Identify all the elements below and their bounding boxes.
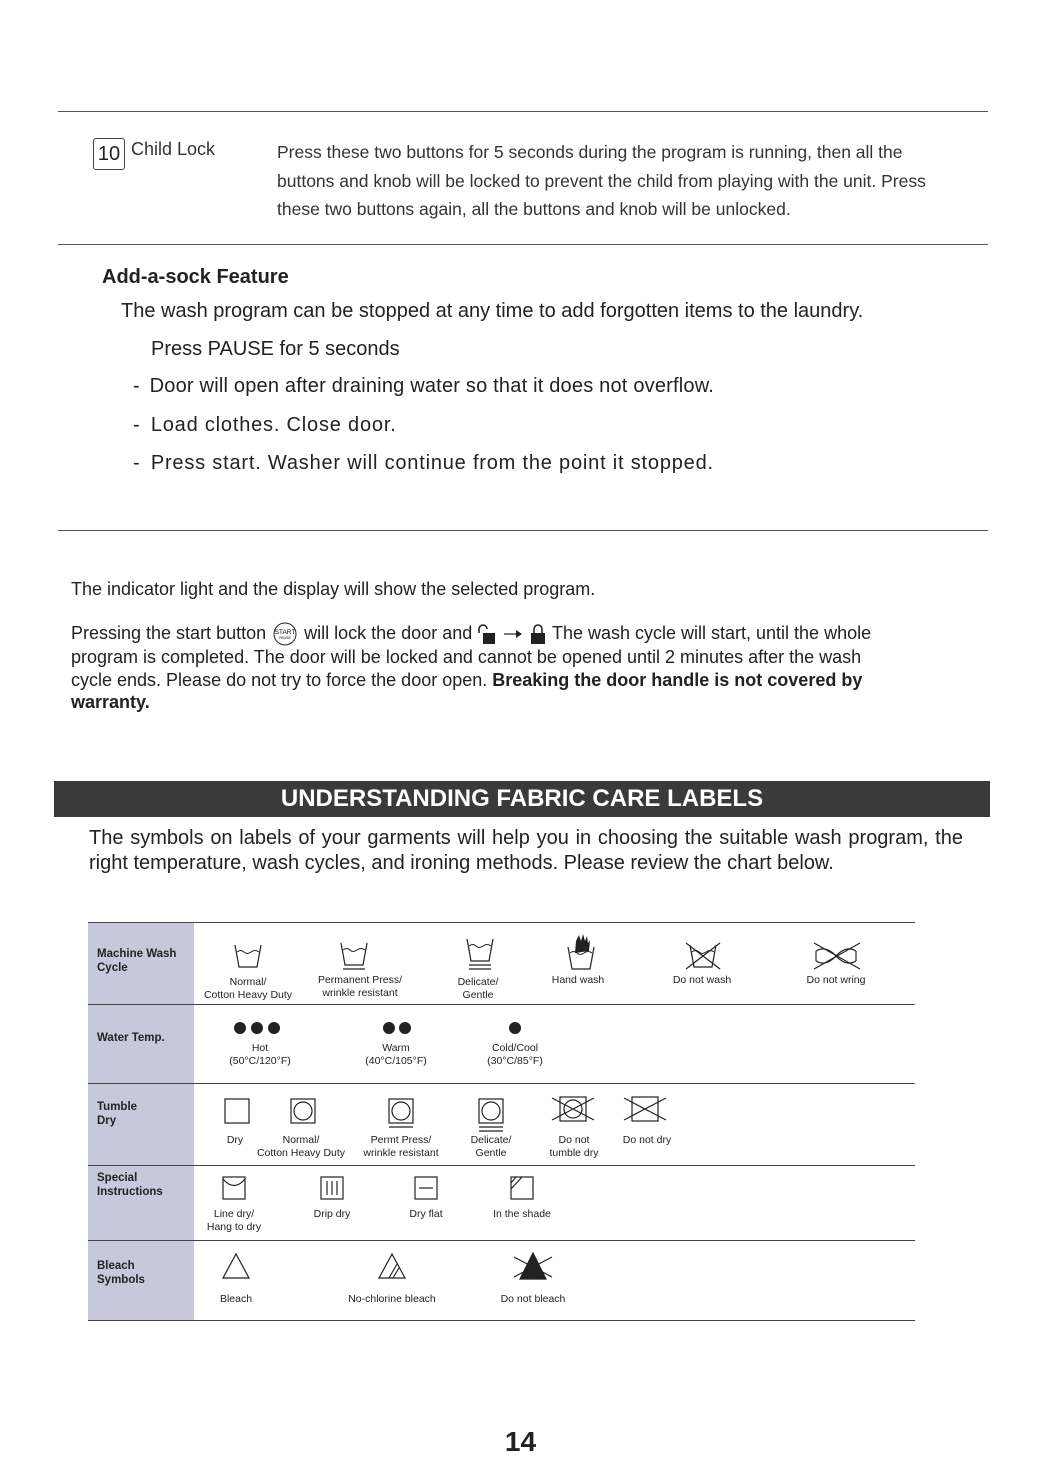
section-banner: UNDERSTANDING FABRIC CARE LABELS <box>54 781 990 817</box>
start-pause-button-icon <box>271 622 299 646</box>
caption: Do not dry <box>622 1134 672 1146</box>
line-dry-icon <box>222 1176 246 1200</box>
washtub-delicate-icon <box>466 937 494 973</box>
divider <box>58 530 988 531</box>
care-labels-table <box>88 922 915 1320</box>
row-label: Machine Wash Cycle <box>88 923 194 1005</box>
two-dots-warm-icon <box>382 1021 412 1035</box>
caption: Dry flat <box>409 1208 443 1220</box>
warranty-warning: Breaking the door handle is not covered by <box>492 669 863 690</box>
start-text-line2: program is completed. The door will be locked and cannot be opened until 2 minutes after the wash <box>71 647 862 668</box>
bullet-text: Door will open after draining water so that it does not overflow. <box>149 375 715 397</box>
care-labels-intro: The symbols on labels of your garments will help you in choosing the suitable wash program, the right temperature, wash cycles, and ironing methods. Please review the chart below. <box>89 827 963 874</box>
caption: Normal/ Cotton Heavy Duty <box>203 976 293 1001</box>
start-text-2: will lock the door and <box>304 623 473 643</box>
do-not-tumble-dry-icon <box>550 1094 596 1124</box>
caption: Permanent Press/ wrinkle resistant <box>317 974 403 999</box>
add-a-sock-intro: The wash program can be stopped at any time to add forgotten items to the laundry. <box>121 300 864 322</box>
bullet-dash: - <box>133 375 140 397</box>
tumble-dry-row <box>88 1083 915 1166</box>
caption: In the shade <box>493 1208 551 1220</box>
indicator-text: The indicator light and the display will show the selected program. <box>71 579 596 599</box>
caption: Drip dry <box>313 1208 351 1220</box>
three-dots-hot-icon <box>233 1021 281 1035</box>
dry-flat-icon <box>414 1176 438 1200</box>
page-number: 14 <box>504 1426 537 1457</box>
caption: Delicate/ Gentle <box>470 1134 512 1159</box>
bullet-item <box>133 414 397 437</box>
divider-top <box>58 111 988 112</box>
do-not-dry-icon <box>622 1094 668 1124</box>
dry-square-icon <box>224 1098 250 1124</box>
tumble-delicate-icon <box>478 1098 504 1132</box>
bullet-text: Press start. Washer will continue from the point it stopped. <box>150 452 714 474</box>
caption: Delicate/ Gentle <box>457 976 499 1001</box>
bullet-item <box>133 452 714 475</box>
non-chlorine-bleach-icon <box>378 1253 406 1279</box>
caption: Do not bleach <box>500 1293 566 1305</box>
child-lock-line: these two buttons again, all the buttons and knob will be unlocked. <box>277 199 791 219</box>
caption: Do not wash <box>672 974 732 986</box>
caption: Hot (50°C/120°F) <box>229 1042 291 1067</box>
drip-dry-icon <box>320 1176 344 1200</box>
bleach-row <box>88 1240 915 1321</box>
start-button-label: START <box>274 629 296 637</box>
unlocked-padlock-icon <box>477 623 497 645</box>
bullet-dash: - <box>133 452 141 474</box>
child-lock-title: Child Lock <box>131 139 216 159</box>
hand-wash-icon <box>566 931 596 971</box>
bleach-icon <box>222 1253 250 1279</box>
do-not-wash-icon <box>684 941 722 971</box>
dry-in-shade-icon <box>510 1176 534 1200</box>
add-a-sock-title: Add-a-sock Feature <box>102 266 289 288</box>
row-label: Tumble Dry <box>88 1084 194 1166</box>
bullet-item <box>133 375 714 398</box>
start-text-1: Pressing the start button <box>71 623 267 643</box>
child-lock-description <box>277 138 977 224</box>
water-temp-row <box>88 1004 915 1084</box>
bullet-text: Load clothes. Close door. <box>150 414 397 436</box>
caption: Dry <box>226 1134 244 1146</box>
divider <box>58 244 988 245</box>
caption: Cold/Cool (30°C/85°F) <box>487 1042 543 1067</box>
machine-wash-row <box>88 922 915 1005</box>
caption: Hand wash <box>551 974 605 986</box>
washtub-permanent-press-icon <box>340 941 368 971</box>
row-label: Bleach Symbols <box>88 1241 194 1320</box>
start-paragraph <box>71 622 971 714</box>
start-text-3: The wash cycle will start, until the whole <box>551 623 872 643</box>
tumble-permanent-press-icon <box>388 1098 414 1128</box>
pause-button-label: PAUSE <box>279 636 291 641</box>
do-not-wring-icon <box>812 941 862 971</box>
child-lock-line: buttons and knob will be locked to prevent the child from playing with the unit. Press <box>277 170 926 191</box>
do-not-bleach-icon <box>512 1251 554 1281</box>
caption: No-chlorine bleach <box>348 1293 436 1305</box>
arrow-right-icon <box>502 628 524 640</box>
bullet-dash: - <box>133 414 141 436</box>
item-number: 10 <box>93 138 125 170</box>
row-label: Water Temp. <box>88 1005 194 1084</box>
caption: Permt Press/ wrinkle resistant <box>363 1134 439 1159</box>
one-dot-cold-icon <box>508 1021 522 1035</box>
special-instructions-row <box>88 1165 915 1241</box>
tumble-normal-icon <box>290 1098 316 1124</box>
caption: Do not tumble dry <box>549 1134 599 1159</box>
caption: Do not wring <box>806 974 866 986</box>
caption: Normal/ Cotton Heavy Duty <box>256 1134 346 1159</box>
row-label: Special Instructions <box>88 1166 194 1241</box>
child-lock-line: Press these two buttons for 5 seconds during the program is running, then all the <box>277 142 903 162</box>
caption: Warm (40°C/105°F) <box>365 1042 427 1067</box>
washtub-icon <box>234 943 262 969</box>
start-text-line3: cycle ends. Please do not try to force the door open. <box>71 669 488 690</box>
warranty-warning-end: warranty. <box>71 692 150 713</box>
locked-padlock-icon <box>529 623 547 645</box>
caption: Bleach <box>219 1293 253 1305</box>
add-a-sock-pause: Press PAUSE for 5 seconds <box>151 338 400 360</box>
caption: Line dry/ Hang to dry <box>206 1208 262 1233</box>
